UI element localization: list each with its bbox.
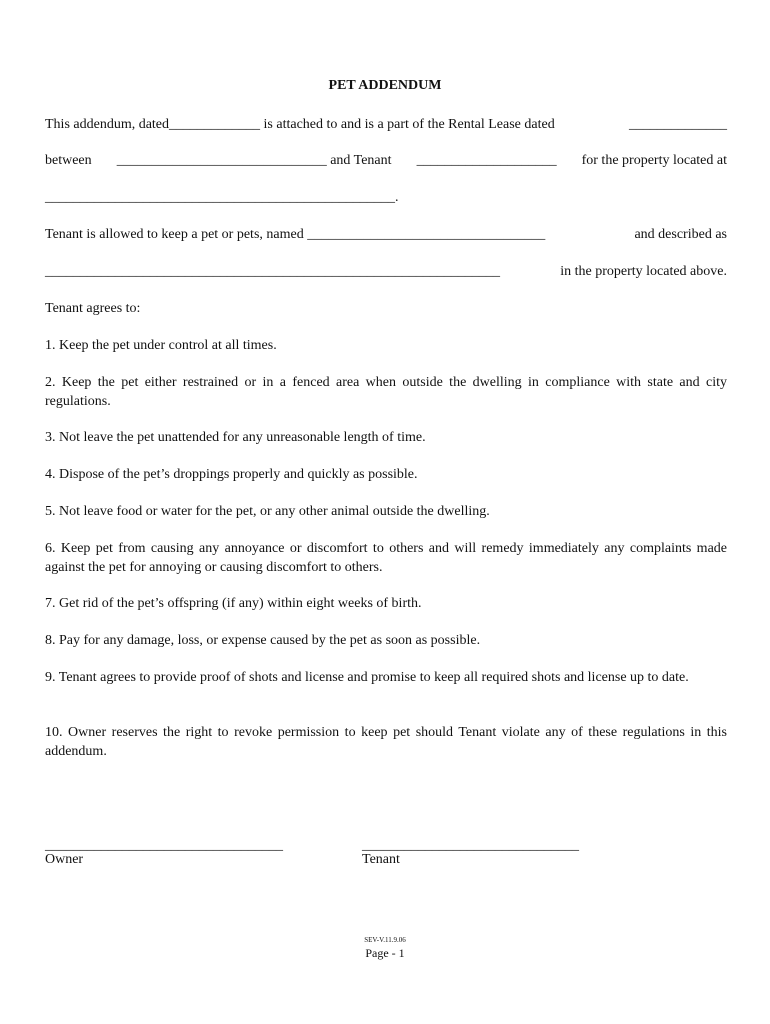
owner-signature-label: Owner — [45, 852, 84, 867]
addendum-date-line — [45, 116, 727, 135]
page-number: Page - 1 — [365, 946, 405, 960]
between-label: between — [45, 153, 92, 168]
form-id: SEV-V.11.9.06 — [364, 936, 406, 944]
list-item: 2. Keep the pet either restrained or in a fenced area when outside the dwelling in compliance with state and city regulations. — [45, 375, 727, 409]
pet-name-text: Tenant is allowed to keep a pet or pets, named __________________________________ — [45, 227, 546, 242]
owner-tenant-text: ______________________________ and Tenant — [116, 153, 392, 168]
list-item: 7. Get rid of the pet’s offspring (if any) within eight weeks of birth. — [45, 596, 422, 611]
list-item: 9. Tenant agrees to provide proof of shots and license and promise to keep all required shots and license up to date. — [45, 670, 689, 685]
tenant-name-blank: ____________________ — [416, 153, 557, 168]
addendum-date-text: This addendum, dated_____________ is attached to and is a part of the Rental Lease dated — [45, 117, 555, 132]
tenant-signature-label: Tenant — [362, 852, 400, 867]
described-as-text: and described as — [634, 227, 727, 242]
list-item: 4. Dispose of the pet’s droppings properly and quickly as possible. — [45, 467, 418, 482]
pet-description-blank: _________________________________________________________________ — [45, 264, 500, 279]
lease-date-blank: ______________ — [629, 117, 727, 132]
list-item: 3. Not leave the pet unattended for any unreasonable length of time. — [45, 430, 426, 445]
list-item: 1. Keep the pet under control at all times. — [45, 338, 277, 353]
pet-description-line — [45, 263, 727, 282]
tenant-signature-line: _______________________________ — [362, 838, 579, 853]
pet-name-line — [45, 226, 727, 245]
list-item: 5. Not leave food or water for the pet, or any other animal outside the dwelling. — [45, 504, 490, 519]
list-item: 10. Owner reserves the right to revoke permission to keep pet should Tenant violate any of these regulations in this addendum. — [45, 725, 727, 759]
property-located-text: for the property located at — [581, 153, 727, 168]
property-address-blank: __________________________________________________. — [45, 190, 399, 205]
page-title: PET ADDENDUM — [328, 78, 442, 93]
agrees-heading: Tenant agrees to: — [45, 301, 141, 316]
list-item: 8. Pay for any damage, loss, or expense caused by the pet as soon as possible. — [45, 633, 481, 648]
list-item: 6. Keep pet from causing any annoyance or discomfort to others and will remedy immediately any complaints made against the pet for annoying or causing discomfort to others. — [45, 541, 727, 575]
parties-line — [45, 152, 727, 171]
property-located-above-text: in the property located above. — [560, 264, 727, 279]
owner-signature-line: __________________________________ — [45, 838, 283, 853]
